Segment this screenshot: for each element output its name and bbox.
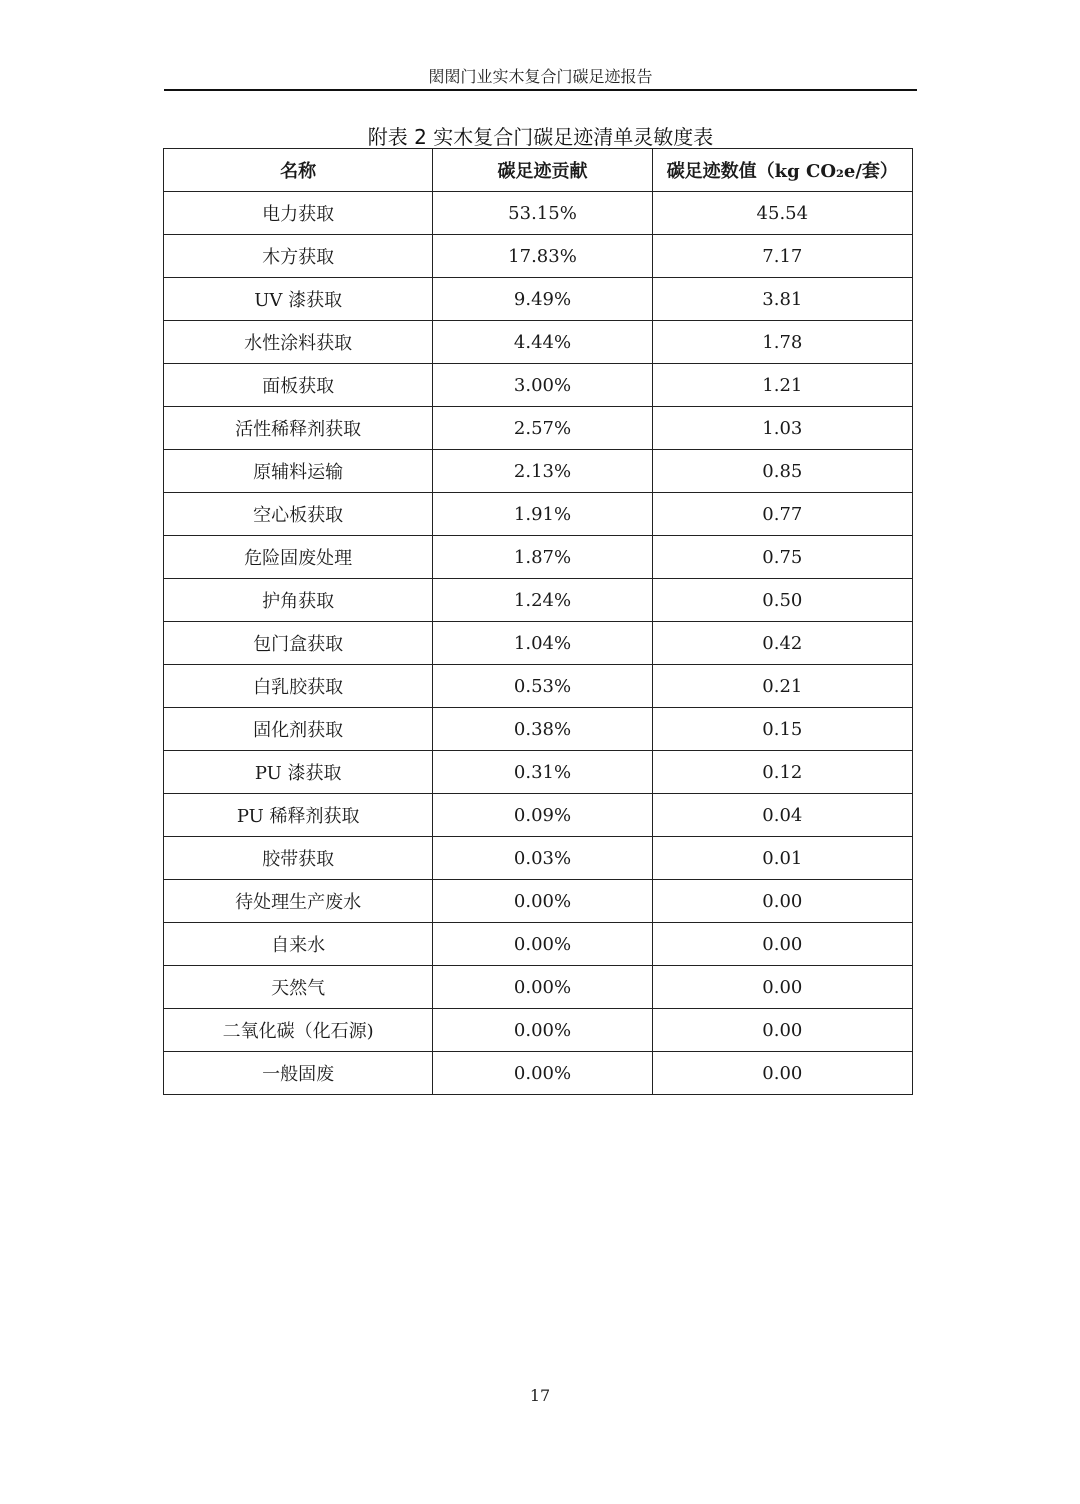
cell-value: 0.21 bbox=[652, 665, 912, 708]
column-header-name: 名称 bbox=[164, 149, 433, 192]
table-row bbox=[164, 450, 913, 493]
cell-contribution: 4.44% bbox=[433, 321, 652, 364]
cell-contribution: 0.00% bbox=[433, 1009, 652, 1052]
cell-contribution: 0.00% bbox=[433, 923, 652, 966]
column-header-contribution: 碳足迹贡献 bbox=[433, 149, 652, 192]
cell-value: 0.12 bbox=[652, 751, 912, 794]
cell-value: 0.42 bbox=[652, 622, 912, 665]
cell-value: 1.21 bbox=[652, 364, 912, 407]
cell-contribution: 0.31% bbox=[433, 751, 652, 794]
page-number: 17 bbox=[529, 1386, 551, 1405]
table-row bbox=[164, 966, 913, 1009]
cell-value: 0.77 bbox=[652, 493, 912, 536]
cell-value: 1.03 bbox=[652, 407, 912, 450]
table-row bbox=[164, 407, 913, 450]
cell-name: 胶带获取 bbox=[164, 837, 433, 880]
cell-name: PU 稀释剂获取 bbox=[164, 794, 433, 837]
cell-name: 包门盒获取 bbox=[164, 622, 433, 665]
cell-contribution: 1.24% bbox=[433, 579, 652, 622]
cell-name: 自来水 bbox=[164, 923, 433, 966]
cell-contribution: 0.00% bbox=[433, 966, 652, 1009]
table-row bbox=[164, 364, 913, 407]
table-row bbox=[164, 278, 913, 321]
cell-name: 木方获取 bbox=[164, 235, 433, 278]
cell-value: 3.81 bbox=[652, 278, 912, 321]
cell-value: 0.00 bbox=[652, 880, 912, 923]
table-row bbox=[164, 880, 913, 923]
cell-value: 0.15 bbox=[652, 708, 912, 751]
cell-name: 白乳胶获取 bbox=[164, 665, 433, 708]
cell-value: 0.75 bbox=[652, 536, 912, 579]
cell-name: 护角获取 bbox=[164, 579, 433, 622]
cell-contribution: 1.04% bbox=[433, 622, 652, 665]
table-caption: 附表 2 实木复合门碳足迹清单灵敏度表 bbox=[367, 125, 714, 149]
cell-contribution: 0.00% bbox=[433, 1052, 652, 1095]
cell-contribution: 17.83% bbox=[433, 235, 652, 278]
cell-value: 1.78 bbox=[652, 321, 912, 364]
cell-name: 二氧化碳（化石源) bbox=[164, 1009, 433, 1052]
cell-name: 原辅料运输 bbox=[164, 450, 433, 493]
cell-contribution: 0.09% bbox=[433, 794, 652, 837]
table-body bbox=[164, 192, 913, 1095]
cell-name: 电力获取 bbox=[164, 192, 433, 235]
table-row bbox=[164, 665, 913, 708]
table-row bbox=[164, 622, 913, 665]
table-row bbox=[164, 536, 913, 579]
cell-value: 0.00 bbox=[652, 1009, 912, 1052]
cell-name: 固化剂获取 bbox=[164, 708, 433, 751]
cell-contribution: 2.13% bbox=[433, 450, 652, 493]
cell-contribution: 1.87% bbox=[433, 536, 652, 579]
cell-contribution: 1.91% bbox=[433, 493, 652, 536]
cell-contribution: 9.49% bbox=[433, 278, 652, 321]
table-row bbox=[164, 192, 913, 235]
cell-name: 一般固废 bbox=[164, 1052, 433, 1095]
cell-name: UV 漆获取 bbox=[164, 278, 433, 321]
table-row bbox=[164, 837, 913, 880]
cell-value: 0.85 bbox=[652, 450, 912, 493]
cell-value: 0.04 bbox=[652, 794, 912, 837]
table-row bbox=[164, 708, 913, 751]
table-row bbox=[164, 923, 913, 966]
table-row bbox=[164, 493, 913, 536]
cell-contribution: 0.38% bbox=[433, 708, 652, 751]
cell-contribution: 2.57% bbox=[433, 407, 652, 450]
sensitivity-table bbox=[163, 148, 913, 1095]
table-row bbox=[164, 1052, 913, 1095]
cell-name: 水性涂料获取 bbox=[164, 321, 433, 364]
cell-contribution: 53.15% bbox=[433, 192, 652, 235]
cell-value: 0.00 bbox=[652, 966, 912, 1009]
cell-contribution: 0.00% bbox=[433, 880, 652, 923]
cell-name: 天然气 bbox=[164, 966, 433, 1009]
cell-contribution: 0.03% bbox=[433, 837, 652, 880]
header-rule bbox=[164, 89, 917, 91]
cell-value: 0.00 bbox=[652, 1052, 912, 1095]
cell-name: 面板获取 bbox=[164, 364, 433, 407]
table-header-row bbox=[164, 149, 913, 192]
table-row bbox=[164, 1009, 913, 1052]
running-header: 閎閎门业实木复合门碳足迹报告 bbox=[428, 67, 653, 86]
cell-value: 7.17 bbox=[652, 235, 912, 278]
table-row bbox=[164, 321, 913, 364]
cell-contribution: 3.00% bbox=[433, 364, 652, 407]
cell-name: 待处理生产废水 bbox=[164, 880, 433, 923]
cell-value: 0.01 bbox=[652, 837, 912, 880]
column-header-value: 碳足迹数值（kg CO₂e/套） bbox=[652, 149, 912, 192]
table-row bbox=[164, 579, 913, 622]
cell-name: PU 漆获取 bbox=[164, 751, 433, 794]
table-row bbox=[164, 751, 913, 794]
cell-name: 危险固废处理 bbox=[164, 536, 433, 579]
table-row bbox=[164, 235, 913, 278]
cell-contribution: 0.53% bbox=[433, 665, 652, 708]
cell-value: 0.50 bbox=[652, 579, 912, 622]
cell-value: 45.54 bbox=[652, 192, 912, 235]
cell-name: 活性稀释剂获取 bbox=[164, 407, 433, 450]
cell-name: 空心板获取 bbox=[164, 493, 433, 536]
table-row bbox=[164, 794, 913, 837]
cell-value: 0.00 bbox=[652, 923, 912, 966]
